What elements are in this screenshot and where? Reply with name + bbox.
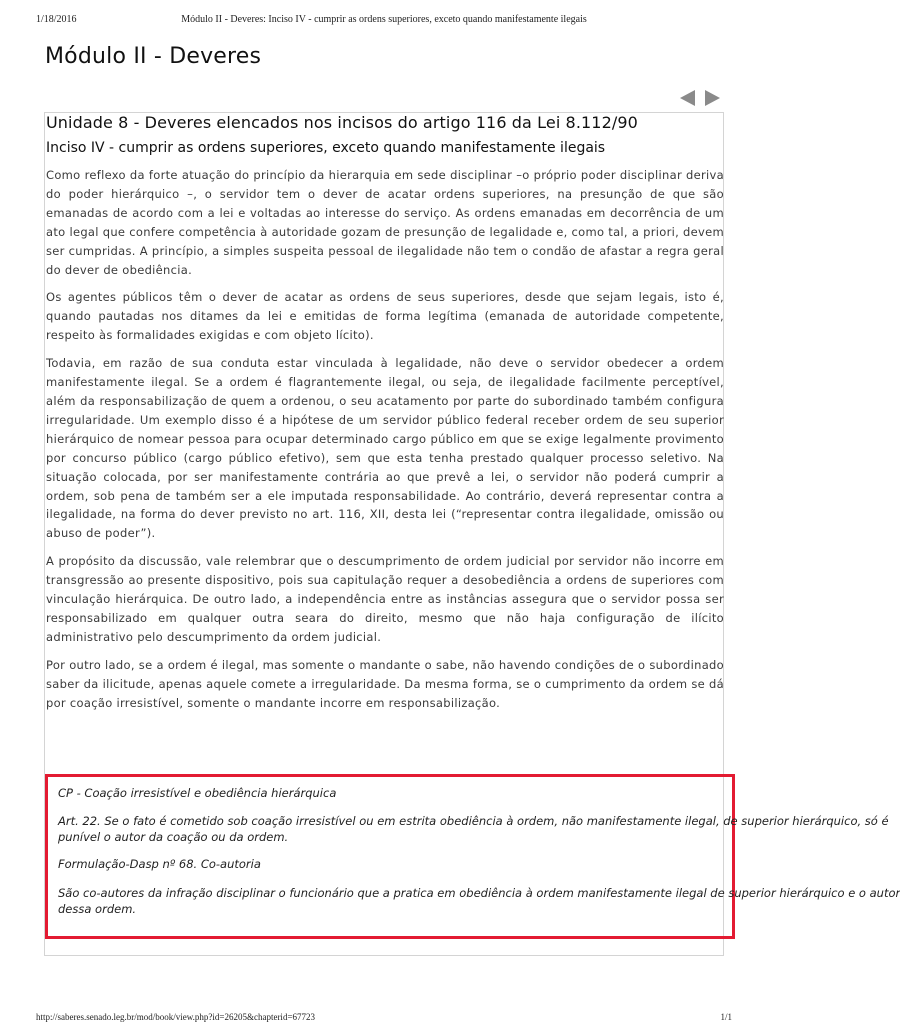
legal-citation-box [45, 774, 900, 939]
paragraph: A propósito da discussão, vale relembrar que o descumprimento de ordem judicial por servidor não incorre em transgressão ao presente dispositivo, pois sua capitulação requer a desobediência a ordens de superiores com vinculação hierárquica. De outro lado, a independência entre as instâncias assegura que o servidor possa ser responsabilizado em qualquer outra seara do direito, mesmo que não haja configuração de ilícito administrativo pelo descumprimento da ordem judicial. [46, 554, 724, 644]
paragraph: Todavia, em razão de sua conduta estar vinculada à legalidade, não deve o servidor obedecer a ordem manifestamente ilegal. Se a ordem é flagrantemente ilegal, ou seja, de ilegalidade facilmente perceptível, além da responsabilização de quem a ordenou, o seu acatamento por parte do subordinado também configura irregularidade. Um exemplo disso é a hipótese de um servidor público federal receber ordem de seu superior hierárquico de nomear pessoa para ocupar determinado cargo público em que se exige legalmente provimento por concurso público (cargo público efetivo), sem que esta tenha prestado qualquer processo seletivo. Na situação colocada, por ser manifestamente contrária ao que prevê a lei, o servidor não poderá cumprir a ordem, sob pena de também ser a ele imputada responsabilidade. Ao contrário, deverá representar contra a ilegalidade, na forma do dever previsto no art. 116, XII, desta lei (“representar contra ilegalidade, omissão ou abuso de poder”). [46, 356, 724, 541]
paragraph: Por outro lado, se a ordem é ilegal, mas somente o mandante o sabe, não havendo condições de o subordinado saber da ilicitude, apenas aquele comete a irregularidade. Da mesma forma, se o cumprimento da ordem se dá por coação irresistível, somente o mandante incorre em responsabilização. [46, 657, 724, 710]
citation-text: Art. 22. Se o fato é cometido sob coação irresistível ou em estrita obediência à ordem, não manifestamente ilegal, de superior hierárquico, só é punível o autor da coação ou da ordem. [58, 814, 889, 844]
citation-text: São co-autores da infração disciplinar o funcionário que a pratica em obediência à ordem manifestamente ilegal de superior hierárquico e o autor dessa ordem. [58, 886, 900, 916]
unit-title: Unidade 8 - Deveres elencados nos incisos do artigo 116 da Lei 8.112/90 [46, 113, 638, 132]
content-frame [44, 112, 900, 956]
chapter-content [46, 113, 726, 712]
paragraph: Como reflexo da forte atuação do princípio da hierarquia em sede disciplinar –o próprio poder disciplinar deriva do poder hierárquico –, o servidor tem o dever de acatar ordens superiores, na presunção de que são emanadas de acordo com a lei e voltadas ao interesse do serviço. As ordens emanadas em decorrência de um ato legal que confere competência à autoridade gozam de presunção de legalidade e, como tal, a priori, devem ser cumpridas. A princípio, a simples suspeita pessoal de ilegalidade não tem o condão de afastar a regra geral do dever de obediência. [46, 168, 724, 277]
print-page-title: Módulo II - Deveres: Inciso IV - cumprir as ordens superiores, exceto quando manifestamente ilegais [181, 14, 587, 25]
citation-heading: CP - Coação irresistível e obediência hierárquica [58, 786, 337, 800]
print-url: http://saberes.senado.leg.br/mod/book/view.php?id=26205&chapterid=67723 [36, 1012, 316, 1022]
citation-heading: Formulação-Dasp nº 68. Co-autoria [58, 857, 261, 871]
print-header [36, 14, 732, 28]
print-footer [36, 1012, 732, 1024]
triangle-right-icon[interactable] [702, 88, 722, 108]
page-number: 1/1 [720, 1012, 732, 1022]
triangle-left-icon[interactable] [678, 88, 698, 108]
module-title: Módulo II - Deveres [45, 44, 262, 69]
paragraph: Os agentes públicos têm o dever de acatar as ordens de seus superiores, desde que sejam legais, isto é, quando pautadas nos ditames da lei e emitidas de forma legítima (emanada de autoridade competente, respeito às formalidades exigidas e com objeto lícito). [46, 290, 724, 343]
print-date: 1/18/2016 [36, 14, 77, 25]
section-title: Inciso IV - cumprir as ordens superiores, exceto quando manifestamente ilegais [46, 140, 606, 156]
chapter-navigation [678, 88, 724, 108]
